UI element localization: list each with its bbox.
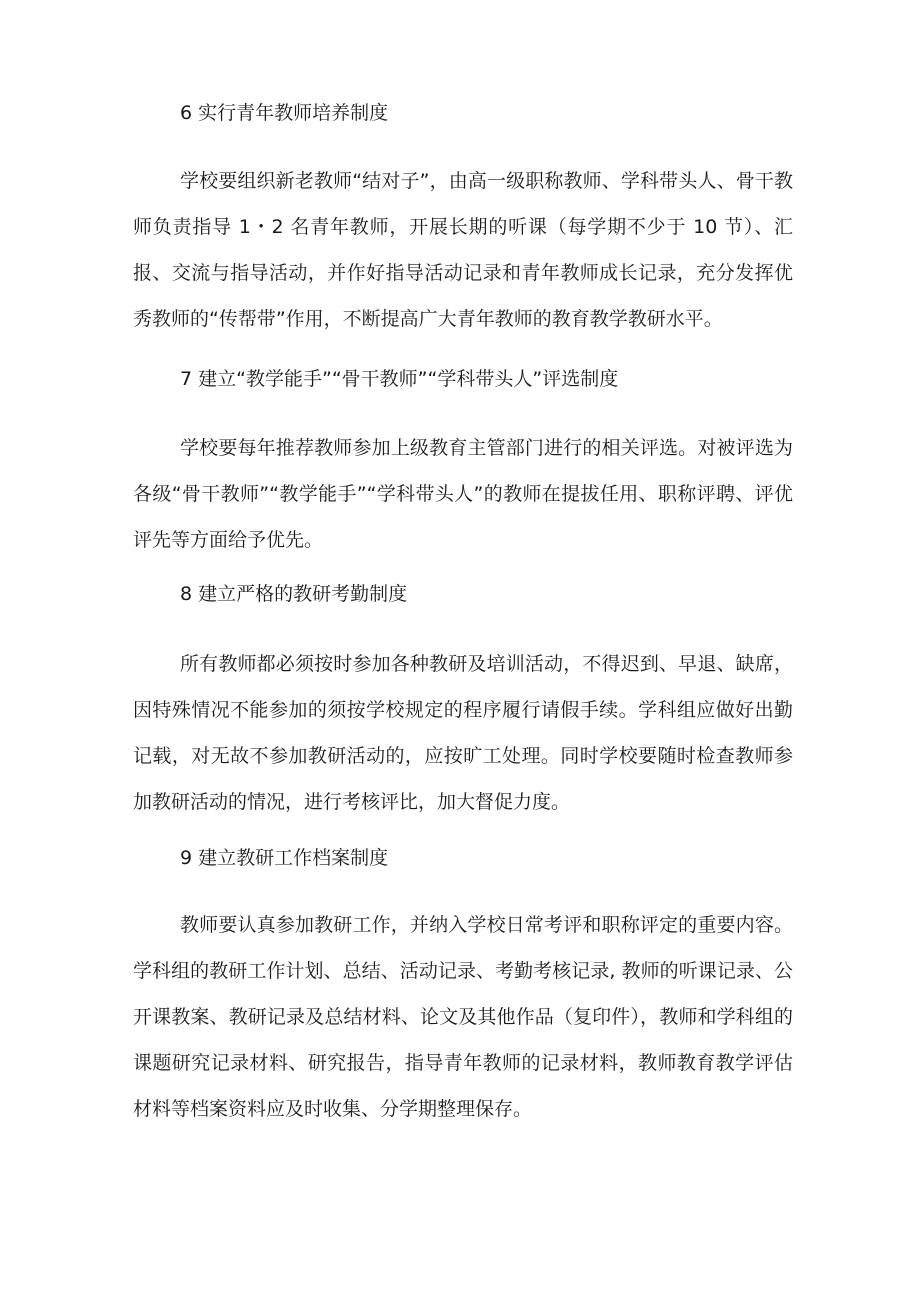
section-8-heading: 8 建立严格的教研考勤制度 xyxy=(180,583,408,605)
section-7-body: 学校要每年推荐教师参加上级教育主管部门进行的相关评选。对被评选为各级“骨干教师”“教学能手”“学科带头人”的教师在提拔任用、职称评聘、评优评先等方面给予优先。 xyxy=(133,437,793,551)
section-7-heading: 7 建立“教学能手”“骨干教师”“学科带头人”评选制度 xyxy=(180,368,619,390)
section-9-body: 教师要认真参加教研工作，并纳入学校日常考评和职称评定的重要内容。学科组的教研工作计划、总结、活动记录、考勤考核记录, 教师的听课记录、公开课教案、教研记录及总结材料、论文及其他作品（复印件），教师和学科组的课题研究记录材料、研究报告，指导青年教师的记录材料，教师教育教学评估材料等档案资料应及时收集、分学期整理保存。 xyxy=(133,914,793,1120)
section-6-heading: 6 实行青年教师培养制度 xyxy=(180,102,389,124)
section-9-heading: 9 建立教研工作档案制度 xyxy=(180,847,389,869)
section-8-body: 所有教师都必须按时参加各种教研及培训活动，不得迟到、早退、缺席，因特殊情况不能参加的须按学校规定的程序履行请假手续。学科组应做好出勤记载，对无故不参加教研活动的，应按旷工处理。同时学校要随时检查教师参加教研活动的情况，进行考核评比，加大督促力度。 xyxy=(133,653,793,813)
section-6-body: 学校要组织新老教师“结对子”，由高一级职称教师、学科带头人、骨干教师负责指导 1・2 名青年教师，开展长期的听课（每学期不少于 10 节）、汇报、交流与指导活动，并作好指导活动记录和青年教师成长记录，充分发挥优秀教师的“传帮带”作用，不断提高广大青年教师的教育教学教研水平。 xyxy=(133,170,793,330)
